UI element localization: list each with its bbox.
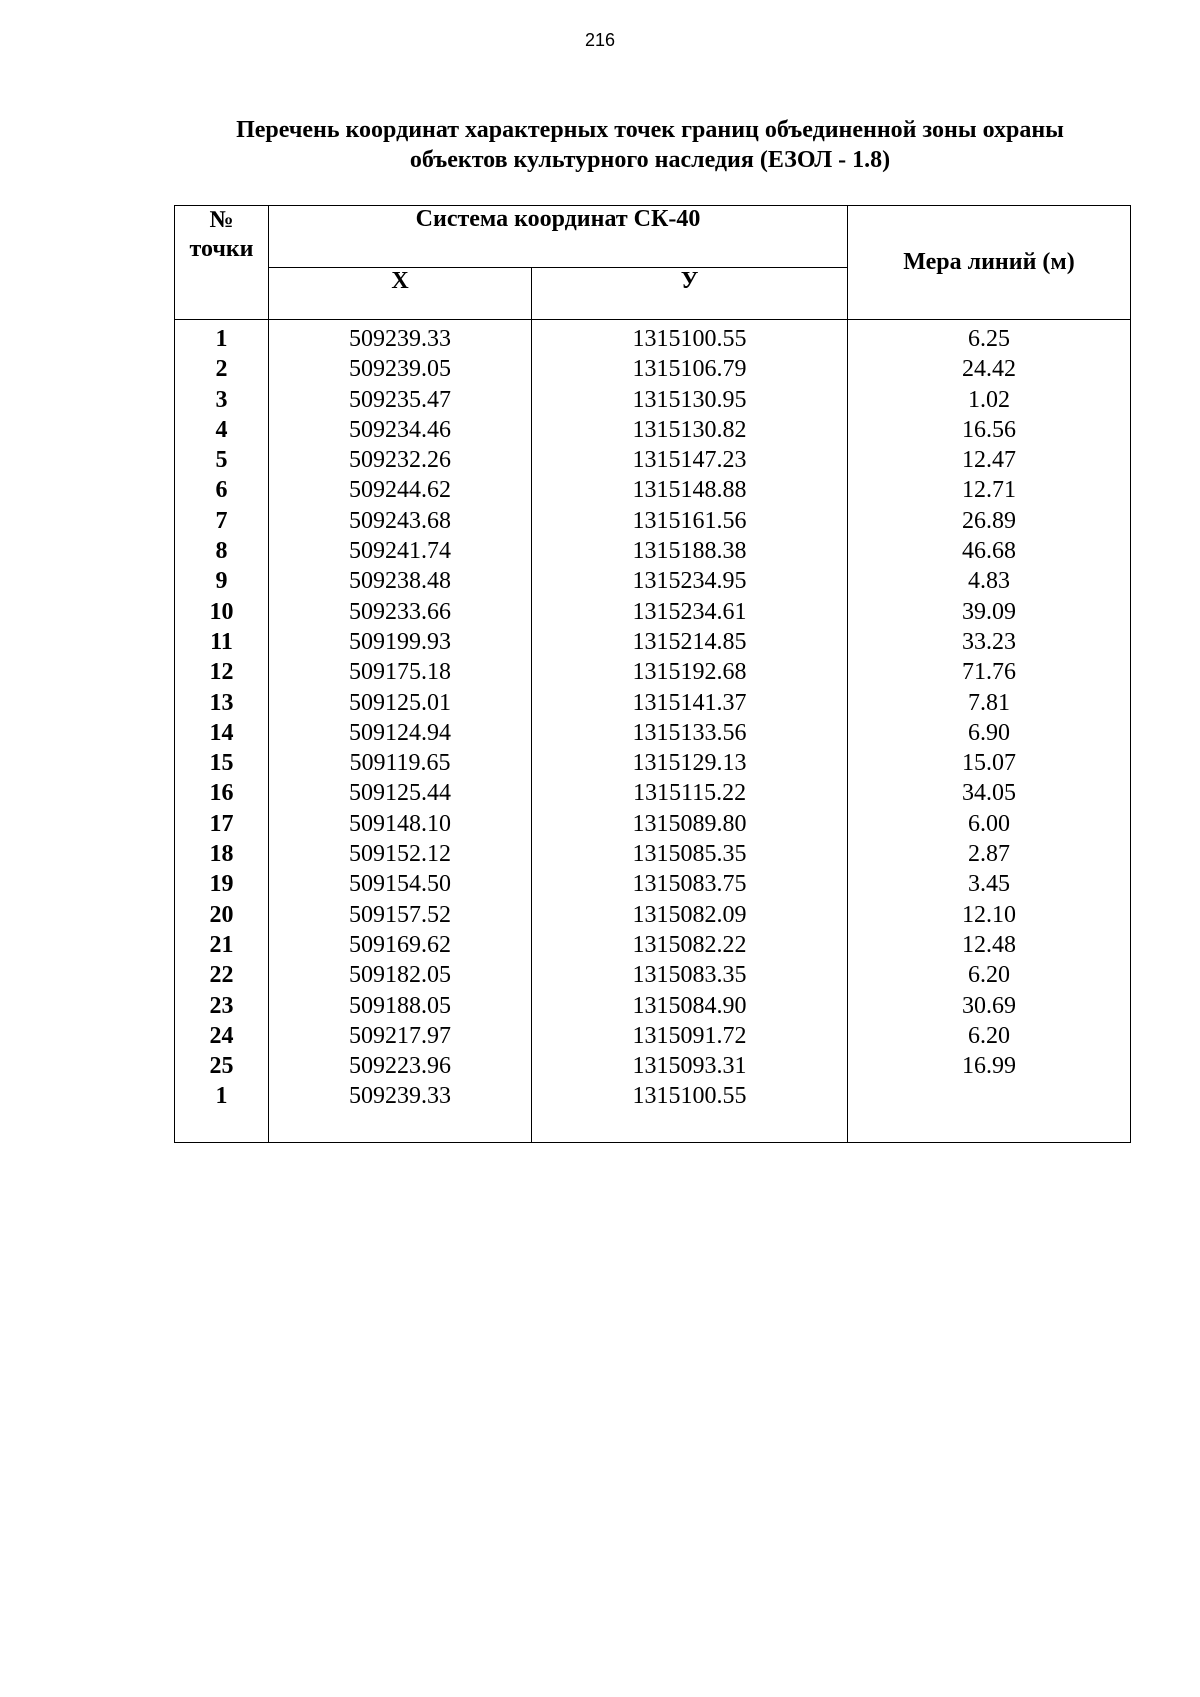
- cell-x: 509125.44: [269, 778, 532, 808]
- table-row: [175, 809, 1131, 839]
- table-row: [175, 688, 1131, 718]
- table-row: [175, 991, 1131, 1021]
- cell-y: 1315234.95: [532, 566, 848, 596]
- table-row: [175, 778, 1131, 808]
- cell-x: 509124.94: [269, 718, 532, 748]
- empty-cell: [175, 1112, 269, 1143]
- page-number: 216: [584, 30, 616, 50]
- cell-x: 509241.74: [269, 536, 532, 566]
- cell-x: 509217.97: [269, 1021, 532, 1051]
- header-y: У: [532, 268, 848, 320]
- table-row: [175, 718, 1131, 748]
- table-row: [175, 506, 1131, 536]
- table-row: [175, 1021, 1131, 1051]
- cell-y: 1315141.37: [532, 688, 848, 718]
- cell-x: 509234.46: [269, 415, 532, 445]
- table-row: [175, 354, 1131, 384]
- cell-y: 1315192.68: [532, 657, 848, 687]
- cell-point-number: 7: [175, 506, 269, 536]
- cell-point-number: 24: [175, 1021, 269, 1051]
- cell-line-length: 46.68: [848, 536, 1131, 566]
- cell-line-length: 6.90: [848, 718, 1131, 748]
- cell-point-number: 13: [175, 688, 269, 718]
- cell-point-number: 10: [175, 597, 269, 627]
- cell-point-number: 22: [175, 960, 269, 990]
- table-row: [175, 385, 1131, 415]
- cell-point-number: 3: [175, 385, 269, 415]
- cell-line-length: 24.42: [848, 354, 1131, 384]
- table-row: [175, 1081, 1131, 1111]
- cell-x: 509239.05: [269, 354, 532, 384]
- cell-y: 1315133.56: [532, 718, 848, 748]
- cell-x: 509175.18: [269, 657, 532, 687]
- cell-x: 509119.65: [269, 748, 532, 778]
- cell-line-length: 3.45: [848, 869, 1131, 899]
- title-line-2: объектов культурного наследия (ЕЗОЛ - 1.8): [409, 147, 891, 173]
- cell-point-number: 2: [175, 354, 269, 384]
- cell-x: 509152.12: [269, 839, 532, 869]
- cell-line-length: 12.47: [848, 445, 1131, 475]
- cell-x: 509148.10: [269, 809, 532, 839]
- cell-x: 509239.33: [269, 320, 532, 355]
- table-row: [175, 657, 1131, 687]
- cell-line-length: 16.56: [848, 415, 1131, 445]
- cell-point-number: 6: [175, 475, 269, 505]
- cell-y: 1315082.09: [532, 900, 848, 930]
- cell-y: 1315100.55: [532, 1081, 848, 1111]
- table-row: [175, 839, 1131, 869]
- table-row: [175, 320, 1131, 355]
- cell-line-length: 26.89: [848, 506, 1131, 536]
- cell-y: 1315234.61: [532, 597, 848, 627]
- cell-y: 1315188.38: [532, 536, 848, 566]
- table-row: [175, 445, 1131, 475]
- cell-point-number: 25: [175, 1051, 269, 1081]
- cell-y: 1315093.31: [532, 1051, 848, 1081]
- header-line-length: Мера линий (м): [848, 206, 1131, 320]
- table-row: [175, 597, 1131, 627]
- empty-cell: [848, 1112, 1131, 1143]
- cell-x: 509233.66: [269, 597, 532, 627]
- cell-point-number: 23: [175, 991, 269, 1021]
- cell-x: 509169.62: [269, 930, 532, 960]
- cell-point-number: 4: [175, 415, 269, 445]
- table-row: [175, 627, 1131, 657]
- cell-x: 509244.62: [269, 475, 532, 505]
- header-point-number: [175, 206, 269, 320]
- cell-y: 1315085.35: [532, 839, 848, 869]
- cell-point-number: 21: [175, 930, 269, 960]
- cell-y: 1315161.56: [532, 506, 848, 536]
- cell-y: 1315214.85: [532, 627, 848, 657]
- cell-y: 1315083.75: [532, 869, 848, 899]
- cell-x: 509125.01: [269, 688, 532, 718]
- cell-x: 509243.68: [269, 506, 532, 536]
- cell-line-length: 6.20: [848, 1021, 1131, 1051]
- cell-x: 509154.50: [269, 869, 532, 899]
- cell-line-length: 12.71: [848, 475, 1131, 505]
- cell-line-length: 39.09: [848, 597, 1131, 627]
- table-row: [175, 415, 1131, 445]
- table-row: [175, 1051, 1131, 1081]
- cell-line-length: [848, 1081, 1131, 1111]
- cell-line-length: 1.02: [848, 385, 1131, 415]
- cell-y: 1315083.35: [532, 960, 848, 990]
- table-row: [175, 960, 1131, 990]
- cell-y: 1315084.90: [532, 991, 848, 1021]
- table-row: [175, 900, 1131, 930]
- cell-x: 509239.33: [269, 1081, 532, 1111]
- table-body: [175, 320, 1131, 1143]
- cell-x: 509223.96: [269, 1051, 532, 1081]
- cell-point-number: 1: [175, 1081, 269, 1111]
- cell-line-length: 6.25: [848, 320, 1131, 355]
- cell-point-number: 15: [175, 748, 269, 778]
- cell-line-length: 16.99: [848, 1051, 1131, 1081]
- table-row: [175, 930, 1131, 960]
- empty-cell: [532, 1112, 848, 1143]
- cell-line-length: 71.76: [848, 657, 1131, 687]
- table-bottom-spacer: [175, 1112, 1131, 1143]
- cell-point-number: 17: [175, 809, 269, 839]
- cell-y: 1315130.95: [532, 385, 848, 415]
- table-row: [175, 748, 1131, 778]
- cell-y: 1315091.72: [532, 1021, 848, 1051]
- cell-line-length: 2.87: [848, 839, 1131, 869]
- cell-line-length: 7.81: [848, 688, 1131, 718]
- cell-line-length: 12.10: [848, 900, 1131, 930]
- cell-x: 509182.05: [269, 960, 532, 990]
- cell-point-number: 14: [175, 718, 269, 748]
- table-header: [175, 206, 1131, 320]
- cell-line-length: 30.69: [848, 991, 1131, 1021]
- cell-point-number: 19: [175, 869, 269, 899]
- cell-line-length: 34.05: [848, 778, 1131, 808]
- header-number-sign: №: [209, 207, 234, 233]
- cell-line-length: 33.23: [848, 627, 1131, 657]
- cell-x: 509235.47: [269, 385, 532, 415]
- cell-line-length: 15.07: [848, 748, 1131, 778]
- empty-cell: [269, 1112, 532, 1143]
- cell-point-number: 20: [175, 900, 269, 930]
- cell-x: 509232.26: [269, 445, 532, 475]
- cell-line-length: 12.48: [848, 930, 1131, 960]
- cell-y: 1315129.13: [532, 748, 848, 778]
- cell-x: 509157.52: [269, 900, 532, 930]
- cell-y: 1315100.55: [532, 320, 848, 355]
- title-line-1: Перечень координат характерных точек границ объединенной зоны охраны: [236, 117, 1064, 143]
- header-coordinate-system: Система координат СК-40: [269, 206, 848, 268]
- cell-point-number: 11: [175, 627, 269, 657]
- cell-point-number: 8: [175, 536, 269, 566]
- cell-y: 1315147.23: [532, 445, 848, 475]
- header-x: Х: [269, 268, 532, 320]
- cell-line-length: 6.00: [848, 809, 1131, 839]
- cell-y: 1315115.22: [532, 778, 848, 808]
- coordinates-table: [174, 205, 1131, 1143]
- table-row: [175, 475, 1131, 505]
- table-row: [175, 566, 1131, 596]
- cell-y: 1315089.80: [532, 809, 848, 839]
- cell-point-number: 5: [175, 445, 269, 475]
- table-row: [175, 536, 1131, 566]
- cell-y: 1315130.82: [532, 415, 848, 445]
- document-title: [175, 115, 1125, 175]
- table-row: [175, 869, 1131, 899]
- cell-point-number: 12: [175, 657, 269, 687]
- cell-y: 1315082.22: [532, 930, 848, 960]
- cell-x: 509238.48: [269, 566, 532, 596]
- cell-point-number: 16: [175, 778, 269, 808]
- cell-point-number: 18: [175, 839, 269, 869]
- cell-y: 1315148.88: [532, 475, 848, 505]
- cell-point-number: 9: [175, 566, 269, 596]
- cell-line-length: 4.83: [848, 566, 1131, 596]
- cell-x: 509188.05: [269, 991, 532, 1021]
- header-point-label: точки: [189, 236, 254, 262]
- cell-y: 1315106.79: [532, 354, 848, 384]
- cell-point-number: 1: [175, 320, 269, 355]
- cell-line-length: 6.20: [848, 960, 1131, 990]
- cell-x: 509199.93: [269, 627, 532, 657]
